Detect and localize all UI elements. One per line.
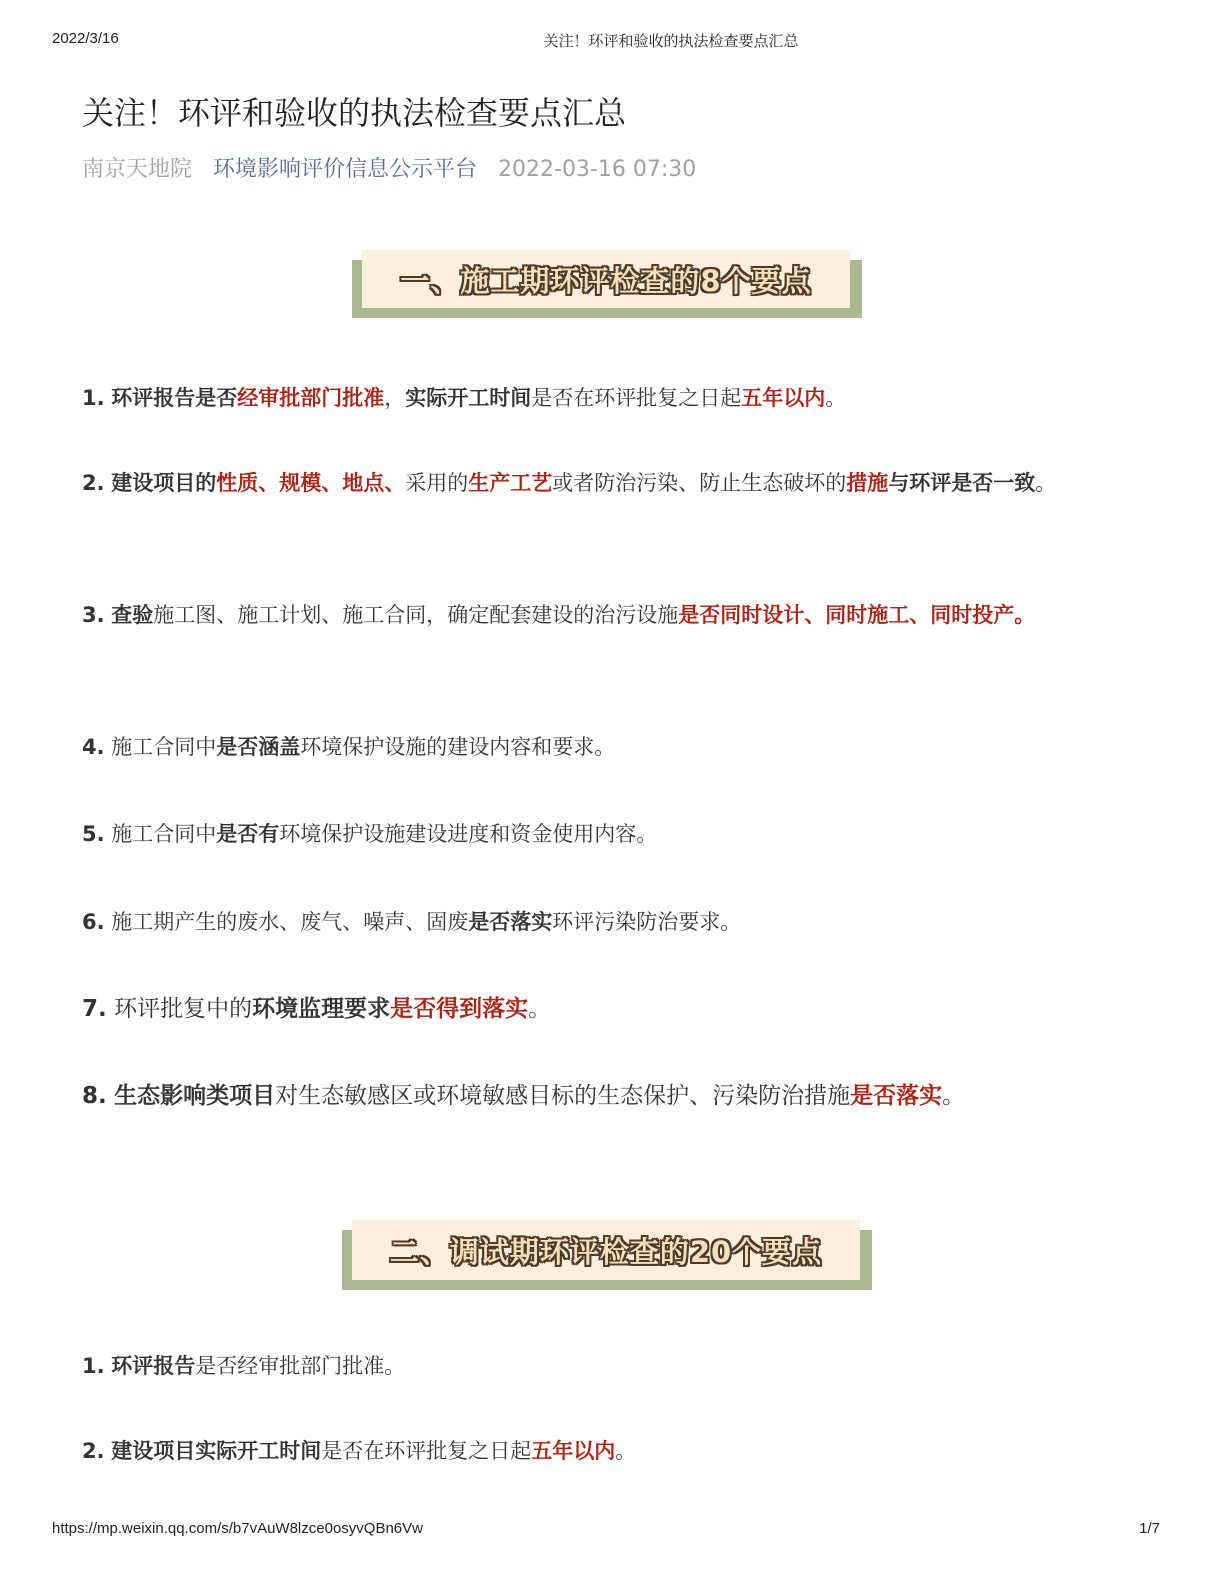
article-title: 关注！环评和验收的执法检查要点汇总 — [82, 94, 627, 132]
account-name-link[interactable]: 环境影响评价信息公示平台 — [213, 157, 478, 182]
list-item: 6. 施工期产生的废水、废气、噪声、固废是否落实环评污染防治要求。 — [82, 910, 742, 934]
section-2-heading: 二、调试期环评检查的20个要点 — [352, 1220, 860, 1280]
list-item: 2. 建设项目实际开工时间是否在环评批复之日起五年以内。 — [82, 1439, 637, 1463]
publish-time: 2022-03-16 07:30 — [498, 157, 697, 182]
print-header-date: 2022/3/16 — [52, 30, 119, 47]
list-item: 7. 环评批复中的环境监理要求是否得到落实。 — [82, 996, 552, 1022]
print-footer-url: https://mp.weixin.qq.com/s/b7vAuW8lzce0osyvQBn6Vw — [52, 1520, 423, 1537]
list-item: 4. 施工合同中是否涵盖环境保护设施的建设内容和要求。 — [82, 735, 616, 759]
section-2-banner — [342, 1220, 872, 1292]
list-item: 1. 环评报告是否经审批部门批准。 — [82, 1354, 406, 1378]
article-meta — [82, 152, 696, 183]
list-item: 8. 生态影响类项目对生态敏感区或环境敏感目标的生态保护、污染防治措施是否落实。 — [82, 1083, 966, 1109]
print-footer-page: 1/7 — [1139, 1520, 1160, 1537]
list-item: 1. 环评报告是否经审批部门批准，实际开工时间是否在环评批复之日起五年以内。 — [82, 386, 847, 410]
print-header-title: 关注！环评和验收的执法检查要点汇总 — [543, 33, 799, 50]
article-author: 南京天地院 — [82, 157, 193, 182]
list-item: 3. 查验施工图、施工计划、施工合同，确定配套建设的治污设施是否同时设计、同时施工、同时投产。 — [82, 603, 1036, 627]
section-1-heading: 一、施工期环评检查的8个要点 — [362, 250, 850, 308]
list-item: 2. 建设项目的性质、规模、地点、采用的生产工艺或者防治污染、防止生态破坏的措施与环评是否一致。 — [82, 471, 1057, 495]
section-1-banner — [352, 250, 862, 320]
list-item: 5. 施工合同中是否有环境保护设施建设进度和资金使用内容。 — [82, 822, 658, 846]
